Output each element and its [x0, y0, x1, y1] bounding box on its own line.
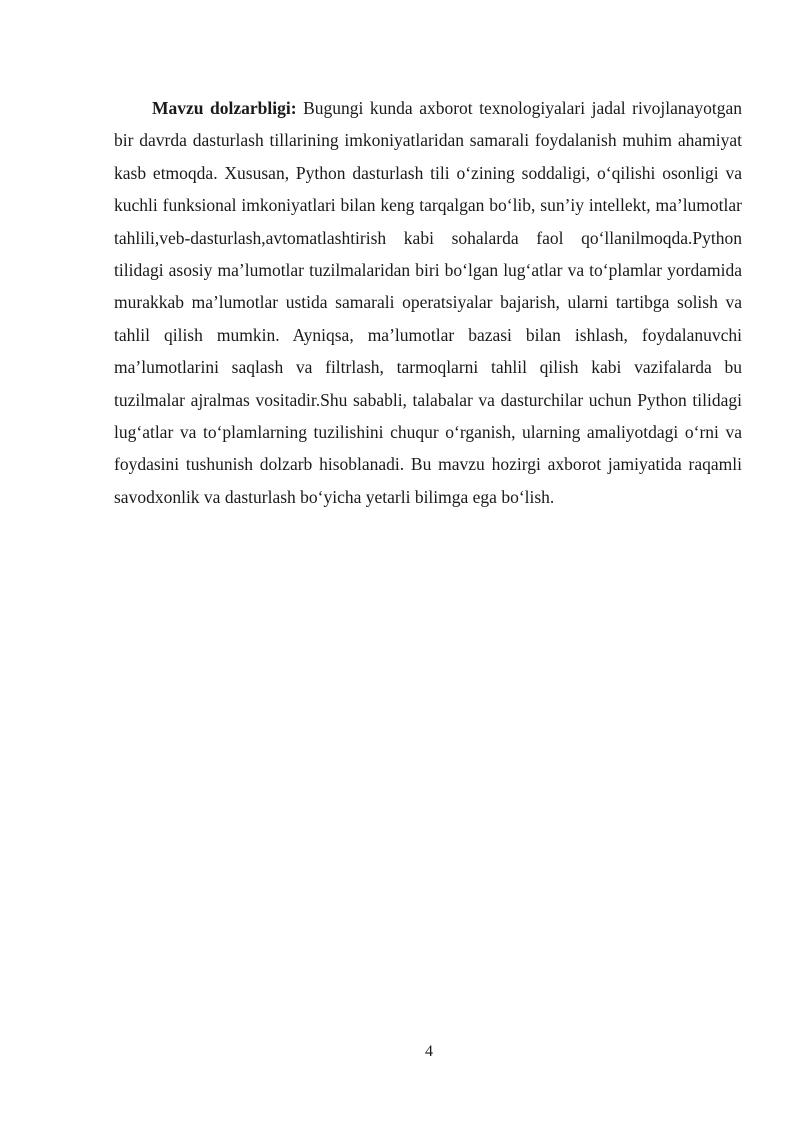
- page-number: 4: [425, 1043, 433, 1060]
- body-paragraph: [114, 92, 742, 513]
- paragraph-text: Bugungi kunda axborot texnologiyalari jadal rivojlanayotgan bir davrda dasturlash tillarining imkoniyatlaridan samarali foydalanish muhim ahamiyat kasb etmoqda. Xususan, Python dasturlash tili o‘zining soddaligi, o‘qilishi osonligi va kuchli funksional imkoniyatlari bilan keng tarqalgan bo‘lib, sun’iy intellekt, ma’lumotlar tahlili,veb-dasturlash,avtomatlashtirish kabi sohalarda faol qo‘llanilmoqda.Python tilidagi asosiy ma’lumotlar tuzilmalaridan biri bo‘lgan lug‘atlar va to‘plamlar yordamida murakkab ma’lumotlar ustida samarali operatsiyalar bajarish, ularni tartibga solish va tahlil qilish mumkin. Ayniqsa, ma’lumotlar bazasi bilan ishlash, foydalanuvchi ma’lumotlarini saqlash va filtrlash, tarmoqlarni tahlil qilish kabi vazifalarda bu tuzilmalar ajralmas vositadir.Shu sababli, talabalar va dasturchilar uchun Python tilidagi lug‘atlar va to‘plamlarning tuzilishini chuqur o‘rganish, ularning amaliyotdagi o‘rni va foydasini tushunish dolzarb hisoblanadi. Bu mavzu hozirgi axborot jamiyatida raqamli savodxonlik va dasturlash bo‘yicha yetarli bilimga ega bo‘lish.: [114, 98, 742, 507]
- paragraph-lead: Mavzu dolzarbligi:: [152, 98, 297, 118]
